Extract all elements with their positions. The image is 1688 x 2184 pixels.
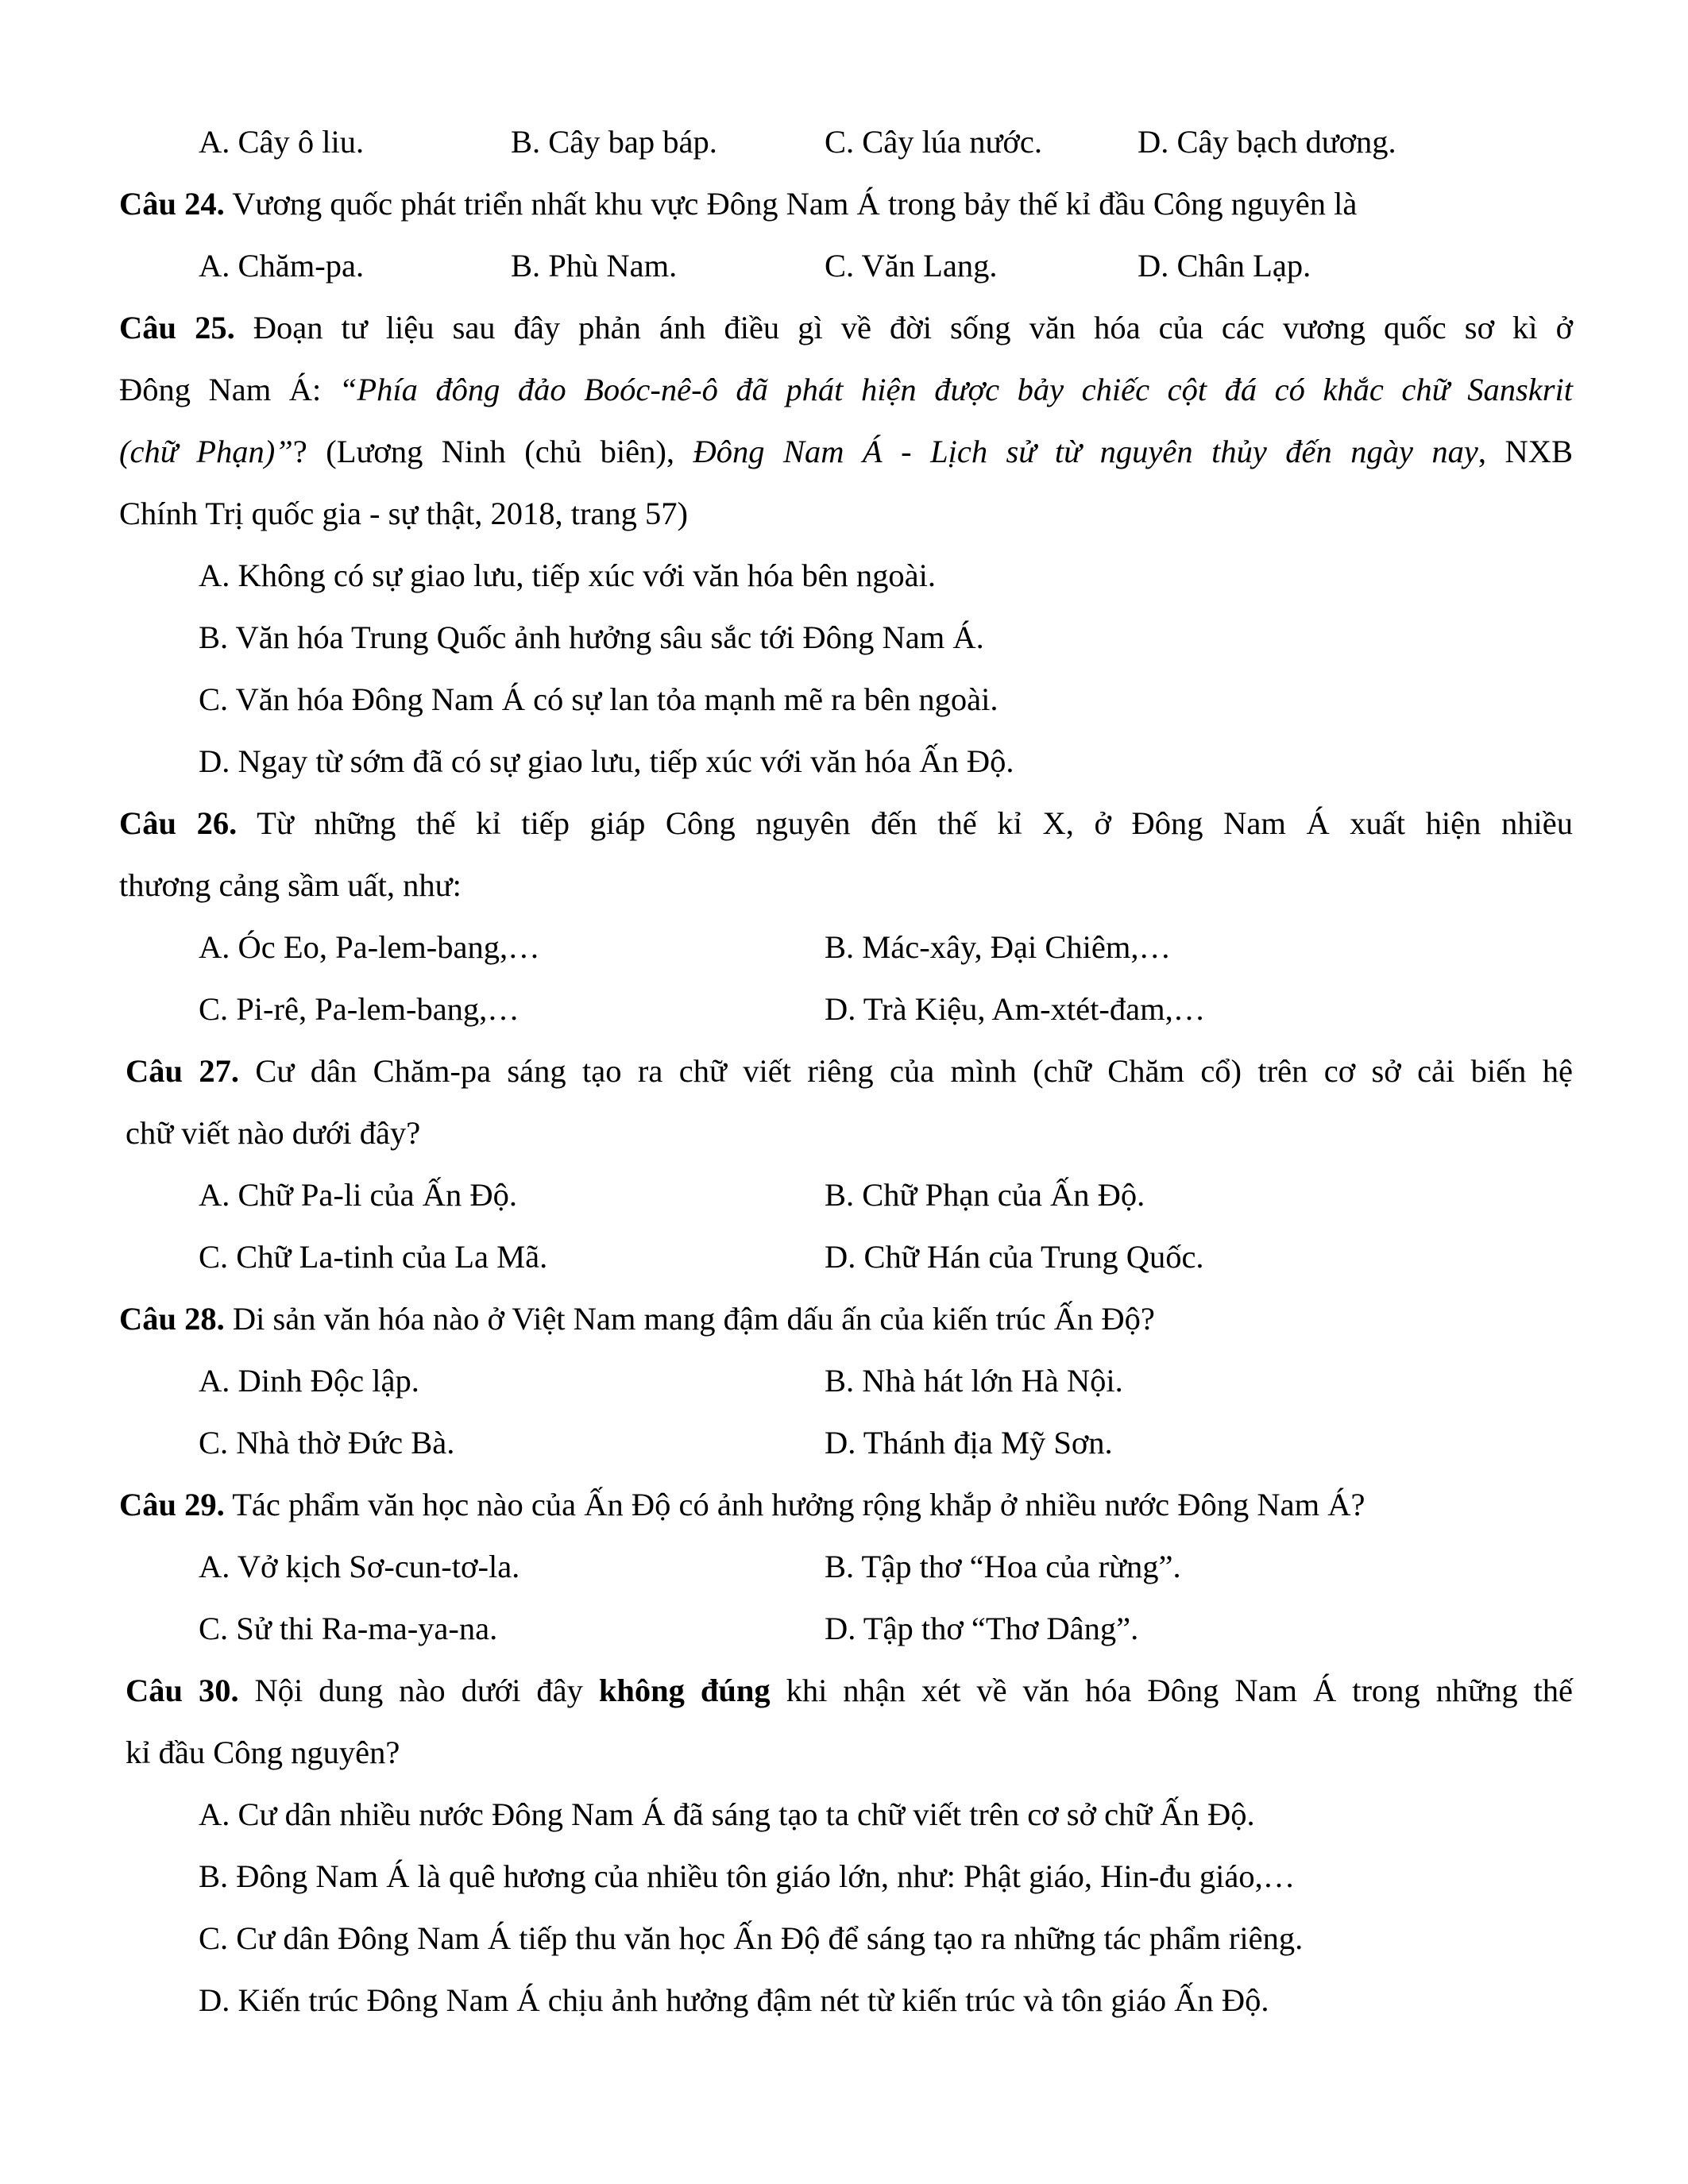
q26-text-1: Từ những thế kỉ tiếp giáp Công nguyên đến thế kỉ X, ở Đông Nam Á xuất hiện nhiều xyxy=(257,805,1573,841)
q30-emphasis: không đúng xyxy=(598,1673,771,1708)
q29-stem xyxy=(119,1474,1573,1536)
q30-label: Câu 30. xyxy=(126,1673,239,1708)
exam-page xyxy=(119,111,1573,2032)
q25-source-d: Chính Trị quốc gia - sự thật, 2018, trang 57) xyxy=(119,496,689,531)
q25-stem-line1 xyxy=(119,297,1573,359)
q26-option-a: A. Óc Eo, Pa-lem-bang,… xyxy=(199,929,540,965)
q26-option-b: B. Mác-xây, Đại Chiêm,… xyxy=(825,929,1172,965)
q29-option-d: D. Tập thơ “Thơ Dâng”. xyxy=(825,1611,1139,1646)
q26-option-d: D. Trà Kiệu, Am-xtét-đam,… xyxy=(825,991,1206,1027)
q25-option-c: C. Văn hóa Đông Nam Á có sự lan tỏa mạnh mẽ ra bên ngoài. xyxy=(199,681,999,717)
q28-stem xyxy=(119,1288,1573,1350)
q26-stem-line2 xyxy=(119,855,1573,916)
q28-text: Di sản văn hóa nào ở Việt Nam mang đậm dấu ấn của kiến trúc Ấn Độ? xyxy=(232,1301,1155,1337)
q29-options-row2 xyxy=(119,1598,1573,1660)
q26-label: Câu 26. xyxy=(119,805,238,841)
q24-option-c: C. Văn Lang. xyxy=(825,248,998,284)
q30-stem-line1 xyxy=(119,1660,1573,1722)
q27-option-a: A. Chữ Pa-li của Ấn Độ. xyxy=(199,1177,518,1213)
q24-option-a: A. Chăm-pa. xyxy=(199,248,365,284)
q23-option-d: D. Cây bạch dương. xyxy=(1138,124,1396,160)
q26-options-row2 xyxy=(119,978,1573,1040)
q26-text-2: thương cảng sầm uất, như: xyxy=(119,867,462,903)
q27-text-2: chữ viết nào dưới đây? xyxy=(126,1115,421,1151)
q25-text-2: Đông Nam Á: xyxy=(119,372,339,407)
q30-option-a: A. Cư dân nhiều nước Đông Nam Á đã sáng tạo ta chữ viết trên cơ sở chữ Ấn Độ. xyxy=(199,1796,1255,1832)
q30-option-c: C. Cư dân Đông Nam Á tiếp thu văn học Ấn Độ để sáng tạo ra những tác phẩm riêng. xyxy=(199,1920,1304,1956)
q29-options-row1 xyxy=(119,1536,1573,1598)
q25-book-title: Đông Nam Á - Lịch sử từ nguyên thủy đến ngày nay xyxy=(693,434,1478,469)
q25-quote-2: (chữ Phạn)” xyxy=(119,434,293,469)
q28-options-row2 xyxy=(119,1412,1573,1474)
q29-option-c: C. Sử thi Ra-ma-ya-na. xyxy=(199,1611,498,1646)
q26-stem-line1 xyxy=(119,793,1573,855)
q26-option-c: C. Pi-rê, Pa-lem-bang,… xyxy=(199,991,520,1027)
q28-option-c: C. Nhà thờ Đức Bà. xyxy=(199,1425,455,1461)
q27-stem-line2 xyxy=(119,1102,1573,1164)
q24-option-d: D. Chân Lạp. xyxy=(1138,248,1311,284)
q27-option-d: D. Chữ Hán của Trung Quốc. xyxy=(825,1239,1204,1275)
q25-option-a: A. Không có sự giao lưu, tiếp xúc với văn hóa bên ngoài. xyxy=(199,558,937,593)
q25-stem-line2 xyxy=(119,359,1573,421)
q28-option-d: D. Thánh địa Mỹ Sơn. xyxy=(825,1425,1113,1461)
q23-option-a: A. Cây ô liu. xyxy=(199,124,365,160)
q27-options-row2 xyxy=(119,1226,1573,1288)
q25-stem-line3 xyxy=(119,421,1573,483)
q25-stem-line4 xyxy=(119,483,1573,545)
q30-text-1b: khi nhận xét về văn hóa Đông Nam Á trong những thế xyxy=(770,1673,1573,1708)
q27-options-row1 xyxy=(119,1164,1573,1226)
q27-label: Câu 27. xyxy=(126,1053,240,1089)
q28-options-row1 xyxy=(119,1350,1573,1412)
q24-option-b: B. Phù Nam. xyxy=(511,248,678,284)
q30-option-b: B. Đông Nam Á là quê hương của nhiều tôn giáo lớn, như: Phật giáo, Hin-đu giáo,… xyxy=(199,1858,1296,1894)
q27-option-c: C. Chữ La-tinh của La Mã. xyxy=(199,1239,548,1275)
q28-option-b: B. Nhà hát lớn Hà Nội. xyxy=(825,1363,1123,1399)
q30-stem-line2 xyxy=(119,1722,1573,1784)
q28-option-a: A. Dinh Độc lập. xyxy=(199,1363,419,1399)
q25-quote-1: “Phía đông đảo Boóc-nê-ô đã phát hiện được bảy chiếc cột đá có khắc chữ Sanskrit xyxy=(338,372,1574,407)
q26-options-row1 xyxy=(119,916,1573,978)
q25-option-b: B. Văn hóa Trung Quốc ảnh hưởng sâu sắc tới Đông Nam Á. xyxy=(199,619,984,655)
q24-text: Vương quốc phát triển nhất khu vực Đông Nam Á trong bảy thế kỉ đầu Công nguyên là xyxy=(232,186,1358,222)
q24-stem xyxy=(119,173,1573,235)
q27-option-b: B. Chữ Phạn của Ấn Độ. xyxy=(825,1177,1145,1213)
q23-option-c: C. Cây lúa nước. xyxy=(825,124,1042,160)
q23-options xyxy=(119,111,1573,173)
q30-text-1a: Nội dung nào dưới đây xyxy=(254,1673,599,1708)
q25-text-1: Đoạn tư liệu sau đây phản ánh điều gì về đời sống văn hóa của các vương quốc sơ kì ở xyxy=(253,310,1574,345)
q30-option-d: D. Kiến trúc Đông Nam Á chịu ảnh hưởng đậm nét từ kiến trúc và tôn giáo Ấn Độ. xyxy=(199,1982,1269,2018)
q30-text-2: kỉ đầu Công nguyên? xyxy=(126,1734,400,1770)
q28-label: Câu 28. xyxy=(119,1301,225,1337)
q23-option-b: B. Cây bap báp. xyxy=(511,124,717,160)
q29-option-b: B. Tập thơ “Hoa của rừng”. xyxy=(825,1549,1181,1584)
q24-options xyxy=(119,235,1573,297)
q25-source-a: ? (Lương Ninh (chủ biên), xyxy=(292,434,693,469)
q24-label: Câu 24. xyxy=(119,186,225,222)
q29-option-a: A. Vở kịch Sơ-cun-tơ-la. xyxy=(199,1549,520,1584)
q29-text: Tác phẩm văn học nào của Ấn Độ có ảnh hưởng rộng khắp ở nhiều nước Đông Nam Á? xyxy=(232,1487,1365,1522)
q29-label: Câu 29. xyxy=(119,1487,225,1522)
q27-text-1: Cư dân Chăm-pa sáng tạo ra chữ viết riêng của mình (chữ Chăm cổ) trên cơ sở cải biến hệ xyxy=(255,1053,1573,1089)
q25-label: Câu 25. xyxy=(119,310,235,345)
q27-stem-line1 xyxy=(119,1040,1573,1102)
q25-source-c: , NXB xyxy=(1477,434,1573,469)
q25-option-d: D. Ngay từ sớm đã có sự giao lưu, tiếp xúc với văn hóa Ấn Độ. xyxy=(199,743,1014,779)
